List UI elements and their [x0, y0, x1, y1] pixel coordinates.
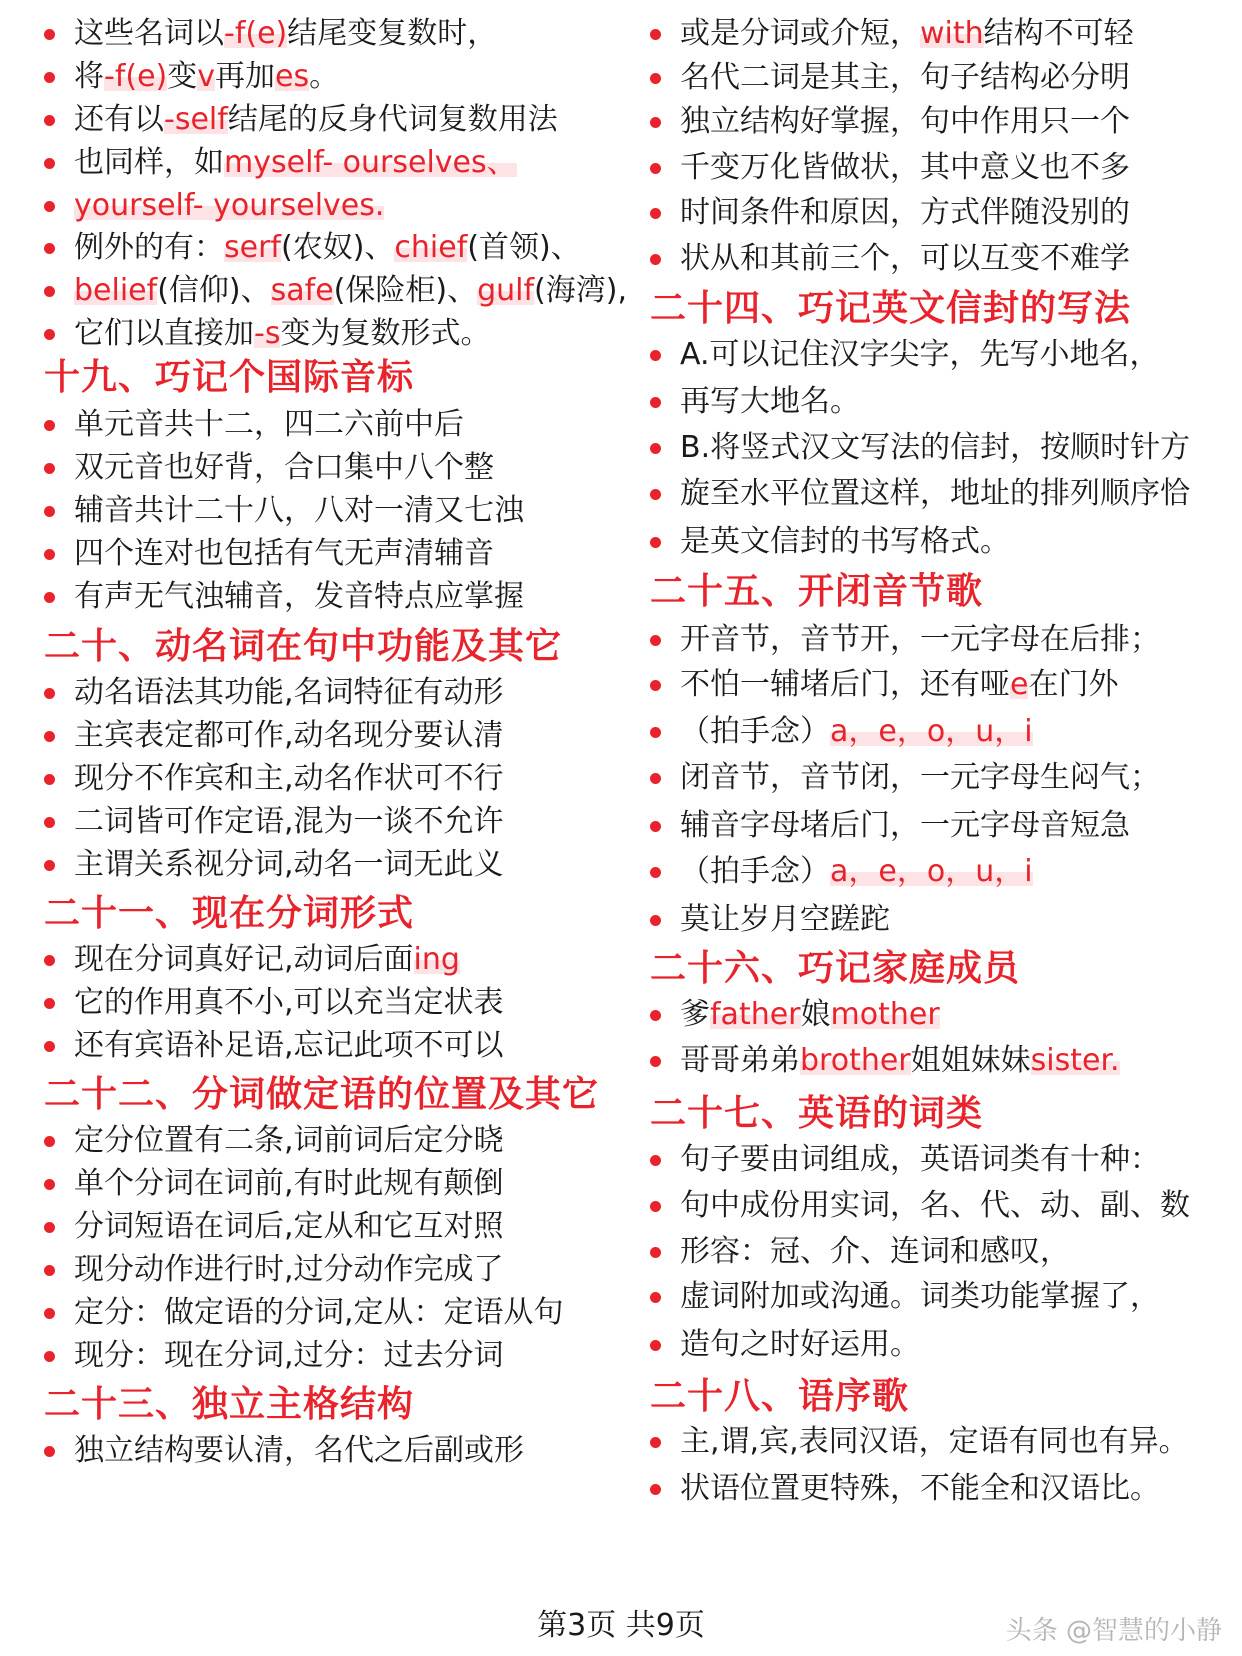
line-text: 状从和其前三个，可以互变不难学 [680, 241, 1130, 276]
line-text: 例外的有： [74, 230, 224, 265]
bullet-line [650, 382, 860, 422]
bullet-line [44, 845, 504, 885]
bullet-line [44, 577, 524, 617]
highlighted-term: safe [270, 273, 334, 308]
line-text: 莫让岁月空蹉跎 [680, 902, 890, 937]
line-text: 结构不可轻 [983, 16, 1134, 51]
section-heading [44, 891, 414, 937]
bullet-line [650, 58, 1130, 98]
line-text: 不怕一辅堵后门，还有哑 [680, 667, 1010, 702]
line-text: 再写大地名。 [680, 384, 860, 419]
line-text: （拍手念） [680, 714, 830, 749]
line-text: 将 [74, 59, 104, 94]
bullet-line [44, 186, 384, 226]
line-text: 造句之时好运用。 [680, 1327, 920, 1362]
line-text: 辅音共计二十八，八对一清又七浊 [74, 493, 524, 528]
section-heading [650, 1374, 909, 1420]
line-text: 单元音共十二，四二六前中后 [74, 407, 464, 442]
line-text: 还有宾语补足语,忘记此项不可以 [74, 1028, 504, 1063]
bullet-line [650, 712, 1033, 752]
bullet-line [44, 448, 494, 488]
bullet-line [44, 1431, 524, 1471]
line-text: 二十、动名词在句中功能及其它 [44, 626, 563, 667]
bullet-line [650, 806, 1130, 846]
line-text: 。 [309, 59, 340, 94]
line-text: B.将竖式汉文写法的信封，按顺时针方 [680, 430, 1191, 465]
highlighted-term: e [1010, 667, 1029, 702]
bullet-line [650, 1140, 1160, 1180]
bullet-line [650, 193, 1130, 233]
bullet-line [650, 1469, 1160, 1509]
bullet-line [650, 758, 1160, 798]
bullet-line [44, 716, 504, 756]
line-text: 结尾的反身代词复数用法 [227, 102, 558, 137]
line-text: 现分不作宾和主,动名作状可不行 [74, 761, 504, 796]
line-text: 虚词附加或沟通。词类功能掌握了， [680, 1279, 1160, 1314]
line-text: 现在分词真好记,动词后面 [74, 942, 414, 977]
bullet-line [44, 271, 627, 311]
bullet-line [44, 14, 497, 54]
line-text: 有声无气浊辅音，发音特点应掌握 [74, 579, 524, 614]
line-text: 二十二、分词做定语的位置及其它 [44, 1074, 600, 1115]
line-text: 变 [167, 59, 198, 94]
line-text: 再加 [215, 59, 276, 94]
line-text: 二十八、语序歌 [650, 1376, 910, 1417]
bullet-line [44, 1250, 504, 1290]
line-text: 动名语法其功能,名词特征有动形 [74, 675, 504, 710]
line-text: 二十四、巧记英文信封的写法 [650, 288, 1132, 329]
bullet-line [650, 852, 1033, 892]
highlighted-term: -f(e) [224, 16, 288, 51]
bullet-line [650, 620, 1160, 660]
line-text: 闭音节，音节闭，一元字母生闷气； [680, 760, 1160, 795]
bullet-line [650, 1041, 1120, 1081]
line-text: 现分：现在分词,过分：过去分词 [74, 1338, 504, 1373]
section-heading [44, 1072, 599, 1118]
highlighted-term: mother [830, 997, 940, 1032]
line-text: 辅音字母堵后门，一元字母音短急 [680, 808, 1130, 843]
bullet-line [44, 143, 517, 183]
highlighted-term: belief [74, 273, 158, 308]
bullet-line [44, 100, 558, 140]
bullet-line [650, 1186, 1190, 1226]
bullet-line [44, 1207, 504, 1247]
bullet-line [44, 673, 504, 713]
line-text: 二十六、巧记家庭成员 [650, 948, 1021, 989]
line-text: 独立结构要认清，名代之后副或形 [74, 1433, 524, 1468]
line-text: 爹 [680, 997, 710, 1032]
bullet-line [44, 314, 490, 354]
bullet-line [44, 802, 504, 842]
line-text: 现分动作进行时,过分动作完成了 [74, 1252, 504, 1287]
line-text: 独立结构好掌握，句中作用只一个 [680, 104, 1130, 139]
line-text: 开音节，音节开，一元字母在后排； [680, 622, 1160, 657]
bullet-line [44, 1336, 504, 1376]
line-text: 主宾表定都可作,动名现分要认清 [74, 718, 504, 753]
line-text: 也同样，如 [74, 145, 224, 180]
line-text: 在门外 [1028, 667, 1119, 702]
highlighted-term: a，e，o，u，i [830, 714, 1033, 749]
bullet-line [44, 405, 464, 445]
line-text: 或是分词或介短， [680, 16, 920, 51]
bullet-line [650, 239, 1130, 279]
highlighted-term: myself- ourselves、 [224, 145, 517, 180]
highlighted-term: ing [413, 942, 460, 977]
bullet-line [44, 759, 504, 799]
bullet-line [650, 1232, 1070, 1272]
page-indicator: 第3页 共9页 [537, 1608, 705, 1643]
bullet-line [650, 102, 1130, 142]
line-text: 它们以直接加 [74, 316, 254, 351]
line-text: 二十七、英语的词类 [650, 1093, 984, 1134]
bullet-line [650, 335, 1160, 375]
highlighted-term: father [710, 997, 801, 1032]
line-text: (海湾), [534, 273, 627, 308]
section-heading [44, 355, 414, 401]
line-text: (农奴)、 [280, 230, 395, 265]
bullet-line [44, 57, 339, 97]
highlighted-term: brother [800, 1043, 911, 1078]
bullet-line [650, 665, 1118, 705]
line-text: 它的作用真不小,可以充当定状表 [74, 985, 504, 1020]
line-text: 二词皆可作定语,混为一谈不允许 [74, 804, 504, 839]
line-text: 二十五、开闭音节歌 [650, 571, 984, 612]
highlighted-term: chief [394, 230, 468, 265]
section-heading [650, 569, 983, 615]
line-text: 分词短语在词后,定从和它互对照 [74, 1209, 504, 1244]
bullet-line [44, 534, 494, 574]
line-text: 时间条件和原因，方式伴随没别的 [680, 195, 1130, 230]
bullet-line [650, 995, 940, 1035]
line-text: 千变万化皆做状，其中意义也不多 [680, 150, 1130, 185]
bullet-line [44, 1164, 504, 1204]
bullet-line [650, 1422, 1189, 1462]
bullet-line [650, 1277, 1160, 1317]
line-text: 还有以 [74, 102, 164, 137]
highlighted-term: -s [254, 316, 281, 351]
line-text: (信仰)、 [157, 273, 271, 308]
line-text: 是英文信封的书写格式。 [680, 524, 1010, 559]
line-text: 定分位置有二条,词前词后定分晓 [74, 1123, 504, 1158]
highlighted-term: yourself- yourselves. [74, 188, 385, 223]
line-text: 四个连对也包括有气无声清辅音 [74, 536, 494, 571]
line-text: (首领)、 [467, 230, 581, 265]
watermark: 头条 @智慧的小静 [1005, 1616, 1222, 1646]
highlighted-term: with [920, 16, 984, 51]
highlighted-term: -self [164, 102, 228, 137]
line-text: 娘 [800, 997, 831, 1032]
line-text: 句中成份用实词，名、代、动、副、数 [680, 1188, 1190, 1223]
bullet-line [650, 1325, 920, 1365]
highlighted-term: v [197, 59, 216, 94]
line-text: 旋至水平位置这样，地址的排列顺序恰 [680, 476, 1190, 511]
section-heading [44, 624, 562, 670]
bullet-line [44, 1121, 504, 1161]
line-text: 二十三、独立主格结构 [44, 1384, 415, 1425]
line-text: 状语位置更特殊，不能全和汉语比。 [680, 1471, 1160, 1506]
bullet-line [650, 900, 890, 940]
line-text: (保险柜)、 [333, 273, 478, 308]
line-text: （拍手念） [680, 854, 830, 889]
line-text: 名代二词是其主，句子结构必分明 [680, 60, 1130, 95]
bullet-line [650, 474, 1190, 514]
section-heading [650, 286, 1131, 332]
line-text: 结尾变复数时， [287, 16, 498, 51]
section-heading [650, 1091, 983, 1137]
bullet-line [44, 983, 504, 1023]
bullet-line [650, 522, 1010, 562]
line-text: 句子要由词组成，英语词类有十种： [680, 1142, 1160, 1177]
line-text: 这些名词以 [74, 16, 224, 51]
highlighted-term: sister. [1030, 1043, 1120, 1078]
line-text: 定分：做定语的分词,定从：定语从句 [74, 1295, 564, 1330]
highlighted-term: serf [224, 230, 281, 265]
highlighted-term: es [275, 59, 310, 94]
highlighted-term: a，e，o，u，i [830, 854, 1033, 889]
line-text: 主,谓,宾,表同汉语，定语有同也有异。 [680, 1424, 1189, 1459]
line-text: A.可以记住汉字尖字，先写小地名， [680, 337, 1160, 372]
line-text: 变为复数形式。 [280, 316, 491, 351]
line-text: 形容：冠、介、连词和感叹， [680, 1234, 1070, 1269]
bullet-line [650, 148, 1130, 188]
section-heading [650, 946, 1020, 992]
line-text: 二十一、现在分词形式 [44, 893, 415, 934]
line-text: 姐姐妹妹 [910, 1043, 1031, 1078]
highlighted-term: -f(e) [104, 59, 168, 94]
bullet-line [44, 228, 581, 268]
bullet-line [44, 491, 524, 531]
section-heading [44, 1382, 414, 1428]
line-text: 十九、巧记个国际音标 [44, 357, 415, 398]
bullet-line [650, 428, 1190, 468]
highlighted-term: gulf [477, 273, 535, 308]
line-text: 单个分词在词前,有时此规有颠倒 [74, 1166, 504, 1201]
line-text: 哥哥弟弟 [680, 1043, 800, 1078]
bullet-line [44, 940, 460, 980]
line-text: 双元音也好背，合口集中八个整 [74, 450, 494, 485]
bullet-line [44, 1293, 564, 1333]
line-text: 主谓关系视分词,动名一词无此义 [74, 847, 504, 882]
bullet-line [44, 1026, 504, 1066]
bullet-line [650, 14, 1134, 54]
